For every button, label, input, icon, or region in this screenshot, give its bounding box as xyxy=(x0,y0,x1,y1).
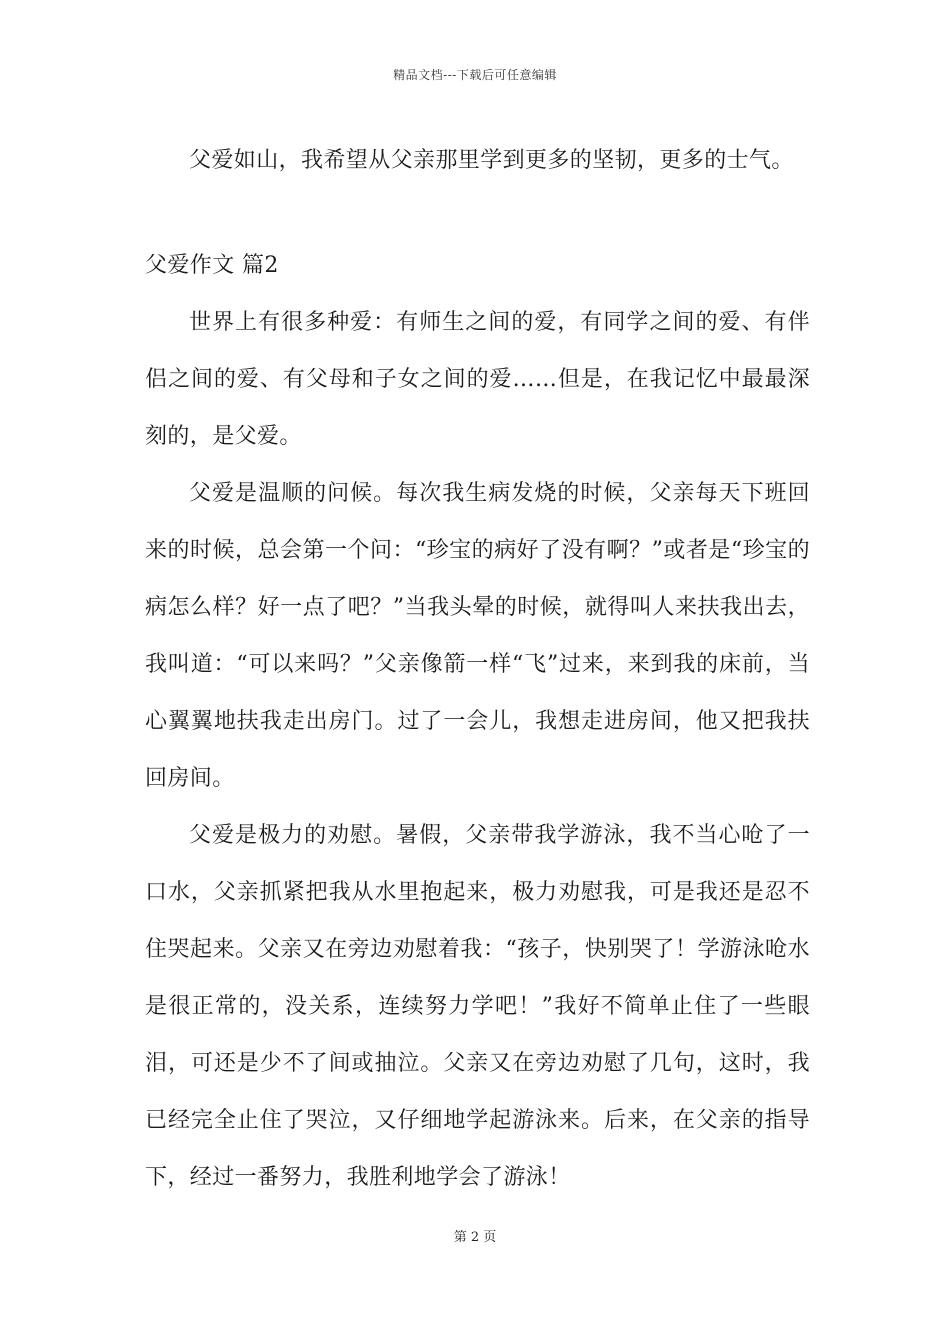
document-body xyxy=(145,132,810,1206)
page-header: 精品文档---下载后可任意编辑 xyxy=(393,68,557,82)
section-spacer xyxy=(145,189,810,237)
body-paragraph-3: 父爱是极力的劝慰。暑假，父亲带我学游泳，我不当心呛了一口水，父亲抓紧把我从水里抱起来，极力劝慰我，可是我还是忍不住哭起来。父亲又在旁边劝慰着我：“孩子，快别哭了！学游泳呛水是很正常的，没关系，连续努力学吧！”我好不简单止住了一些眼泪，可还是少不了间或抽泣。父亲又在旁边劝慰了几句，这时，我已经完全止住了哭泣，又仔细地学起游泳来。后来，在父亲的指导下，经过一番努力，我胜利地学会了游泳！ xyxy=(145,823,810,1190)
body-paragraph-1: 世界上有很多种爱：有师生之间的爱，有同学之间的爱、有伴侣之间的爱、有父母和子女之间的爱……但是，在我记忆中最最深刻的，是父爱。 xyxy=(145,310,810,449)
page-number: 第 2 页 xyxy=(453,1230,497,1245)
intro-paragraph: 父爱如山，我希望从父亲那里学到更多的坚韧，更多的士气。 xyxy=(189,148,794,173)
body-paragraph-2: 父爱是温顺的问候。每次我生病发烧的时候，父亲每天下班回来的时候，总会第一个问：“珍宝的病好了没有啊？”或者是“珍宝的病怎么样？好一点了吧？”当我头晕的时候，就得叫人来扶我出去，我叫道：“可以来吗？”父亲像箭一样“飞”过来，来到我的床前，当心翼翼地扶我走出房门。过了一会儿，我想走进房间，他又把我扶回房间。 xyxy=(145,481,810,791)
section-title: 父爱作文 篇2 xyxy=(145,253,279,278)
